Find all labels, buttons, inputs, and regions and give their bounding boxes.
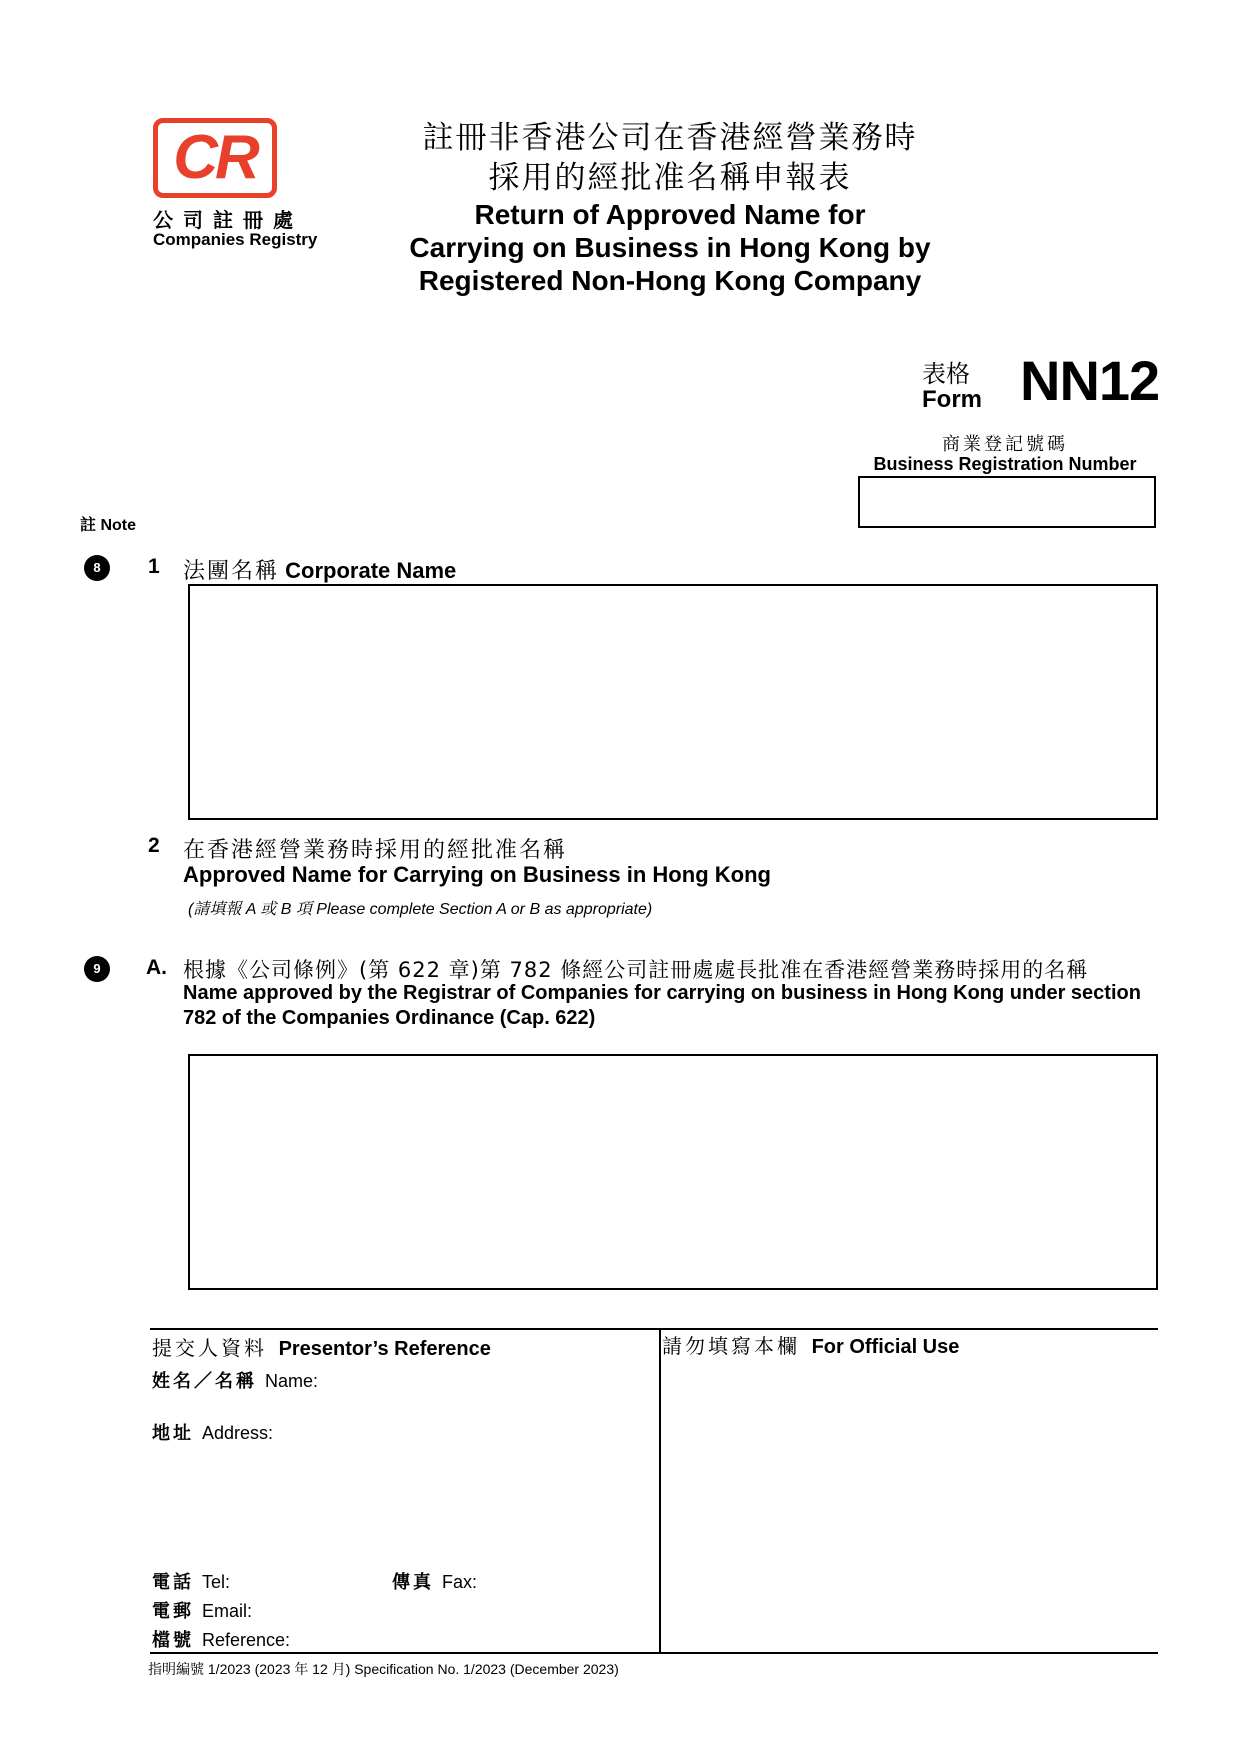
tel-label-zh: 電話 <box>152 1572 194 1593</box>
form-label-en: Form <box>922 386 982 413</box>
reference-label-en: Reference: <box>202 1630 291 1650</box>
presentor-fax-field[interactable] <box>392 1568 477 1594</box>
section-a-title-zh-text: 根據《公司條例》(第 622 章)第 782 條經公司註冊處處長批准在香港經營業務時採用的名稱 <box>183 958 1089 982</box>
fax-label-en: Fax: <box>442 1572 478 1592</box>
brn-label-zh: 商業登記號碼 <box>942 434 1068 455</box>
table-top-border <box>150 1328 1158 1330</box>
logo-text: CR <box>173 123 257 192</box>
table-bottom-border <box>150 1652 1158 1654</box>
address-label-en: Address: <box>202 1423 274 1443</box>
name-label-en: Name: <box>265 1371 319 1391</box>
presentor-address-field[interactable] <box>152 1419 273 1445</box>
name-label-zh: 姓名／名稱 <box>152 1371 257 1392</box>
companies-registry-logo <box>153 118 277 198</box>
corporate-name-field[interactable] <box>188 584 1158 820</box>
note-badge-8: 8 <box>84 555 110 581</box>
title-en-line3: Registered Non-Hong Kong Company <box>418 265 922 296</box>
section-2-title-zh <box>183 833 567 864</box>
approved-name-field[interactable] <box>188 1054 1158 1290</box>
reference-label-zh: 檔號 <box>152 1630 194 1651</box>
presentor-email-field[interactable] <box>152 1597 252 1623</box>
form-code: NN12 <box>1020 349 1160 412</box>
email-label-zh: 電郵 <box>152 1601 194 1622</box>
section-1-title-zh: 法團名稱 <box>183 559 280 584</box>
section-2-instruction: (請填報 A 或 B 項 Please complete Section A or B as appropriate) <box>188 901 653 918</box>
section-1-title <box>183 554 456 585</box>
fax-label-zh: 傳真 <box>392 1572 434 1593</box>
section-2-title-en: Approved Name for Carrying on Business in Hong Kong <box>183 862 771 887</box>
section-2-number: 2 <box>148 834 160 857</box>
specification-footer: 指明編號 1/2023 (2023 年 12 月) Specification No. 1/2023 (December 2023) <box>148 1661 619 1677</box>
section-a-title-zh <box>183 954 1088 984</box>
form-title <box>360 118 980 297</box>
presentor-tel-field[interactable] <box>152 1568 230 1594</box>
note-column-label: 註 Note <box>80 517 137 534</box>
tel-label-en: Tel: <box>202 1572 231 1592</box>
title-zh-line1: 註冊非香港公司在香港經營業務時 <box>422 120 918 156</box>
section-2-title-zh-text: 在香港經營業務時採用的經批准名稱 <box>183 838 568 863</box>
table-divider <box>659 1328 661 1654</box>
official-use-heading <box>662 1330 959 1359</box>
official-heading-zh: 請勿填寫本欄 <box>662 1334 800 1358</box>
registry-name-en: Companies Registry <box>153 230 318 249</box>
presentor-name-field[interactable] <box>152 1367 318 1393</box>
registry-name-zh: 公司註冊處 <box>153 210 303 232</box>
presentor-heading <box>152 1332 491 1361</box>
presentor-reference-field[interactable] <box>152 1626 290 1652</box>
email-label-en: Email: <box>202 1601 253 1621</box>
section-a-letter: A. <box>146 956 167 979</box>
brn-label-en: Business Registration Number <box>873 454 1137 474</box>
official-heading-en: For Official Use <box>811 1336 960 1358</box>
section-1-title-en: Corporate Name <box>285 558 457 583</box>
note-badge-9: 9 <box>84 956 110 982</box>
presentor-heading-en: Presentor’s Reference <box>278 1338 491 1360</box>
title-en-line2: Carrying on Business in Hong Kong by <box>409 232 931 263</box>
address-label-zh: 地址 <box>152 1423 194 1444</box>
title-zh-line2: 採用的經批准名稱申報表 <box>488 160 852 196</box>
form-label-zh: 表格 <box>922 360 970 388</box>
brn-input[interactable] <box>858 476 1156 528</box>
section-1-number: 1 <box>148 555 160 578</box>
presentor-heading-zh: 提交人資料 <box>152 1336 267 1360</box>
section-a-title-en: Name approved by the Registrar of Companies for carrying on business in Hong Kong under section 782 of the Companies Ordinance (Cap. 622) <box>183 982 1141 1029</box>
title-en-line1: Return of Approved Name for <box>474 199 866 230</box>
